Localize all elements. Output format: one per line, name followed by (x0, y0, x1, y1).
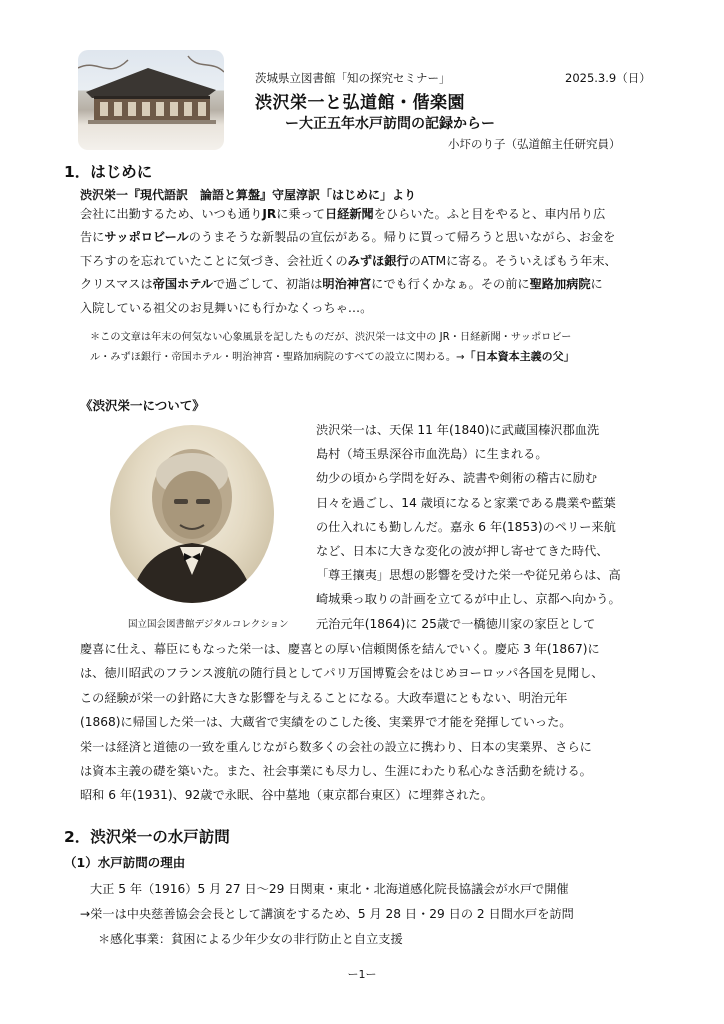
source-citation: 渋沢栄一『現代語訳 論語と算盤』守屋淳訳「はじめに」より (80, 188, 417, 202)
shibusawa-portrait (110, 425, 274, 603)
page-subtitle: ー大正五年水戸訪問の記録からー (285, 116, 495, 132)
seminar-series: 茨城県立図書館「知の探究セミナー」 (255, 71, 451, 85)
visit-line-3: ＊感化事業：貧困による少年少女の非行防止と自立支援 (98, 932, 403, 946)
section-heading-mito-visit: 2．渋沢栄一の水戸訪問 (64, 828, 230, 846)
library-building-photo (78, 50, 224, 150)
visit-line-1: 大正 5 年（1916）5 月 27 日～29 日関東・東北・北海道感化院長協議会が水戸で開催 (90, 882, 569, 896)
seminar-date: 2025.3.9（日） (565, 71, 651, 85)
author: 小圷のり子（弘道館主任研究員） (448, 137, 621, 151)
intro-note: ＊この文章は年末の何気ない心象風景を記したものだが、渋沢栄一は文中の JR・日経新聞・サッポロビー ル・みずほ銀行・帝国ホテル・明治神宮・聖路加病院のすべての設立に関わる。→「日本資本主義の父」 (90, 332, 575, 363)
page-title: 渋沢栄一と弘道館・偕楽園 (255, 93, 465, 113)
intro-line-1: 会社に出勤するため、いつも通りJRに乗って日経新聞をひらいた。ふと目をやると、車内吊り広 (80, 207, 606, 221)
intro-line-4: クリスマスは帝国ホテルで過ごして、初詣は明治神宮にでも行くかなぁ。その前に聖路加病院に (80, 277, 603, 292)
about-side-text: 渋沢栄一は、天保 11 年(1840)に武蔵国榛沢郡血洗 島村（埼玉県深谷市血洗島）に生まれる。 幼少の頃から学問を好み、読書や剣術の稽古に励む 日々を過ごし、14 歳頃になると家業である農業や藍葉 の仕入れにも勤しんだ。嘉永 6 年(1853)のペリー来航 など、日本に大きな変化の波が押し寄せてきた時代、 「尊王攘夷」思想の影響を受けた栄一や従兄弟らは、高 崎城乗っ取りの計画を立てるが中止し、京都へ向かう。 元治元年(1864)に 25歳で一橋徳川家の家臣として (316, 423, 621, 631)
intro-line-3: 下ろすのを忘れていたことに気づき、会社近くのみずほ銀行のATMに寄る。そういえばもう年末、 (80, 253, 617, 268)
intro-paragraph (80, 203, 670, 320)
page-number: ー1ー (347, 968, 377, 981)
about-heading: 《渋沢栄一について》 (80, 398, 205, 413)
subsection-heading-reason: （1）水戸訪問の理由 (64, 855, 186, 870)
intro-line-5: 入院している祖父のお見舞いにも行かなくっちゃ…。 (80, 300, 373, 315)
intro-line-2: 告にサッポロビールのうまそうな新製品の宣伝がある。帰りに買って帰ろうと思いながら、お金を (80, 230, 616, 245)
visit-line-2: →栄一は中央慈善協会会長として講演をするため、5 月 28 日・29 日の 2 日間水戸を訪問 (80, 907, 574, 921)
about-full-text: 慶喜に仕え、幕臣にもなった栄一は、慶喜との厚い信頼関係を結んでいく。慶応 3 年(1867)に は、徳川昭武のフランス渡航の随行員としてパリ万国博覧会をはじめヨーロッパ各国を見聞し、 この経験が栄一の針路に大きな影響を与えることになる。大政奉還にともない、明治元年 (1868)に帰国した栄一は、大蔵省で実績をのこした後、実業界で才能を発揮していった。 栄一は経済と道徳の一致を重んじながら数多くの会社の設立に携わり、日本の実業界、さらに は資本主義の礎を築いた。また、社会事業にも尽力し、生涯にわたり私心なき活動を続ける。 昭和 6 年(1931)、92歳で永眠、谷中墓地（東京都台東区）に埋葬された。 (80, 642, 604, 803)
section-heading-intro: 1．はじめに (64, 163, 153, 181)
portrait-caption: 国立国会図書館デジタルコレクション (128, 619, 289, 630)
